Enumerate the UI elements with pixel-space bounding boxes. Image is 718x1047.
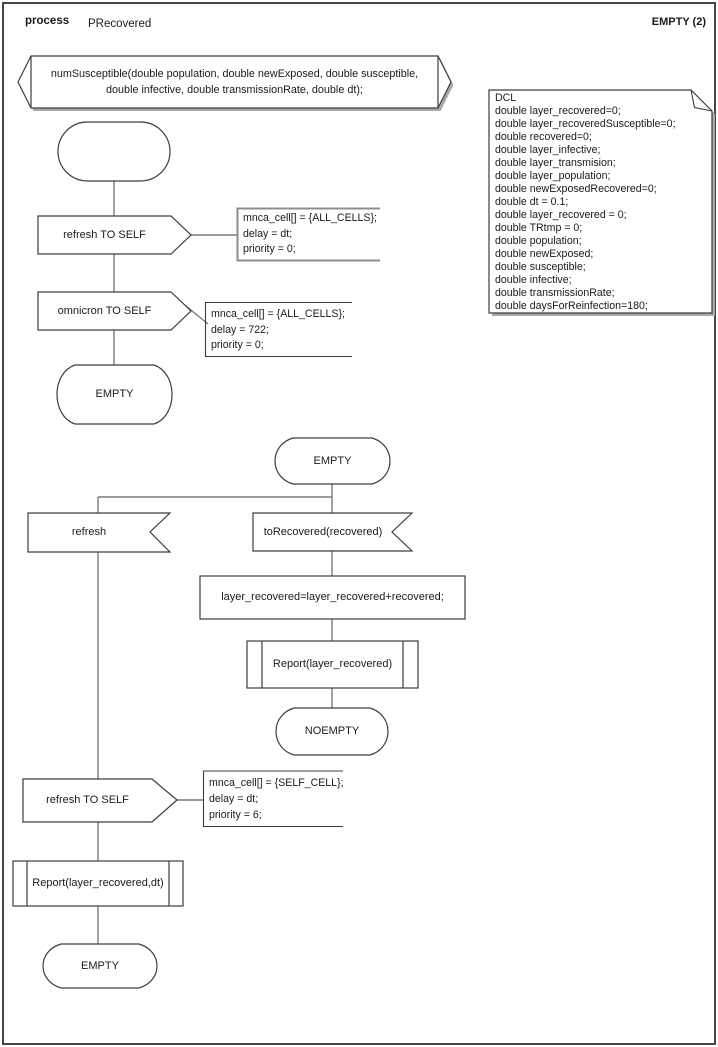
- comment-line: mnca_cell[] = {ALL_CELLS};: [243, 212, 377, 224]
- input-refresh-label: refresh: [71, 526, 107, 538]
- state-empty-1-label: EMPTY: [95, 388, 134, 400]
- dcl-line: double daysForReinfection=180;: [495, 300, 648, 312]
- comment-line: mnca_cell[] = {SELF_CELL};: [209, 777, 344, 789]
- procedure-call-report-dt-label: Report(layer_recovered,dt): [32, 877, 164, 889]
- diagram-kind-label: process: [25, 15, 70, 27]
- dcl-line: double layer_recoveredSusceptible=0;: [495, 118, 676, 130]
- comment-line: delay = dt;: [209, 793, 259, 805]
- procedure-declaration-text: [31, 57, 438, 107]
- comment-line: priority = 6;: [209, 809, 262, 821]
- state-empty-2-label: EMPTY: [313, 454, 352, 467]
- procedure-declaration-line1: numSusceptible(double population, double newExposed, double susceptible,: [50, 68, 419, 80]
- procedure-declaration-line2: double infective, double transmissionRate, double dt);: [106, 84, 363, 96]
- dcl-line: double transmissionRate;: [495, 287, 615, 299]
- dcl-line: double layer_recovered = 0;: [495, 209, 627, 221]
- dcl-line: double population;: [495, 235, 582, 247]
- comment-refresh-bottom-text: [209, 775, 344, 823]
- dcl-line: double recovered=0;: [495, 131, 592, 143]
- state-noempty-label: NOEMPTY: [304, 725, 360, 737]
- state-empty-final-label: EMPTY: [81, 959, 119, 972]
- dcl-text: [495, 92, 707, 313]
- dcl-line: double newExposedRecovered=0;: [495, 183, 657, 195]
- dcl-line: double susceptible;: [495, 261, 586, 273]
- output-omnicron-label: omnicron TO SELF: [57, 304, 152, 317]
- comment-omnicron-text: [211, 307, 345, 354]
- dcl-line: double layer_population;: [495, 170, 611, 182]
- page-label: EMPTY (2): [651, 16, 706, 28]
- dcl-line: double TRtmp = 0;: [495, 222, 583, 234]
- output-refresh-label: refresh TO SELF: [63, 228, 146, 241]
- dcl-line: double newExposed;: [495, 248, 594, 260]
- comment-line: delay = 722;: [211, 323, 270, 336]
- comment-line: priority = 0;: [243, 243, 296, 255]
- dcl-line: DCL: [495, 92, 517, 104]
- dcl-line: double dt = 0.1;: [495, 196, 569, 208]
- dcl-line: double infective;: [495, 274, 572, 286]
- dcl-line: double layer_infective;: [495, 144, 601, 156]
- dcl-line: double layer_transmision;: [495, 157, 616, 169]
- dcl-line: double layer_recovered=0;: [495, 105, 621, 117]
- comment-line: delay = dt;: [243, 227, 293, 240]
- procedure-call-report-label: Report(layer_recovered): [272, 658, 393, 670]
- input-torecovered-label: toRecovered(recovered): [263, 525, 383, 538]
- start-symbol[interactable]: [58, 122, 170, 181]
- diagram-name-label: PRecovered: [88, 18, 152, 30]
- comment-line: mnca_cell[] = {ALL_CELLS};: [211, 308, 345, 320]
- task-label: layer_recovered=layer_recovered+recovered;: [221, 591, 444, 603]
- comment-refresh-text: [243, 211, 377, 258]
- output-refresh-bottom-label: refresh TO SELF: [46, 794, 129, 806]
- comment-line: priority = 0;: [211, 339, 264, 351]
